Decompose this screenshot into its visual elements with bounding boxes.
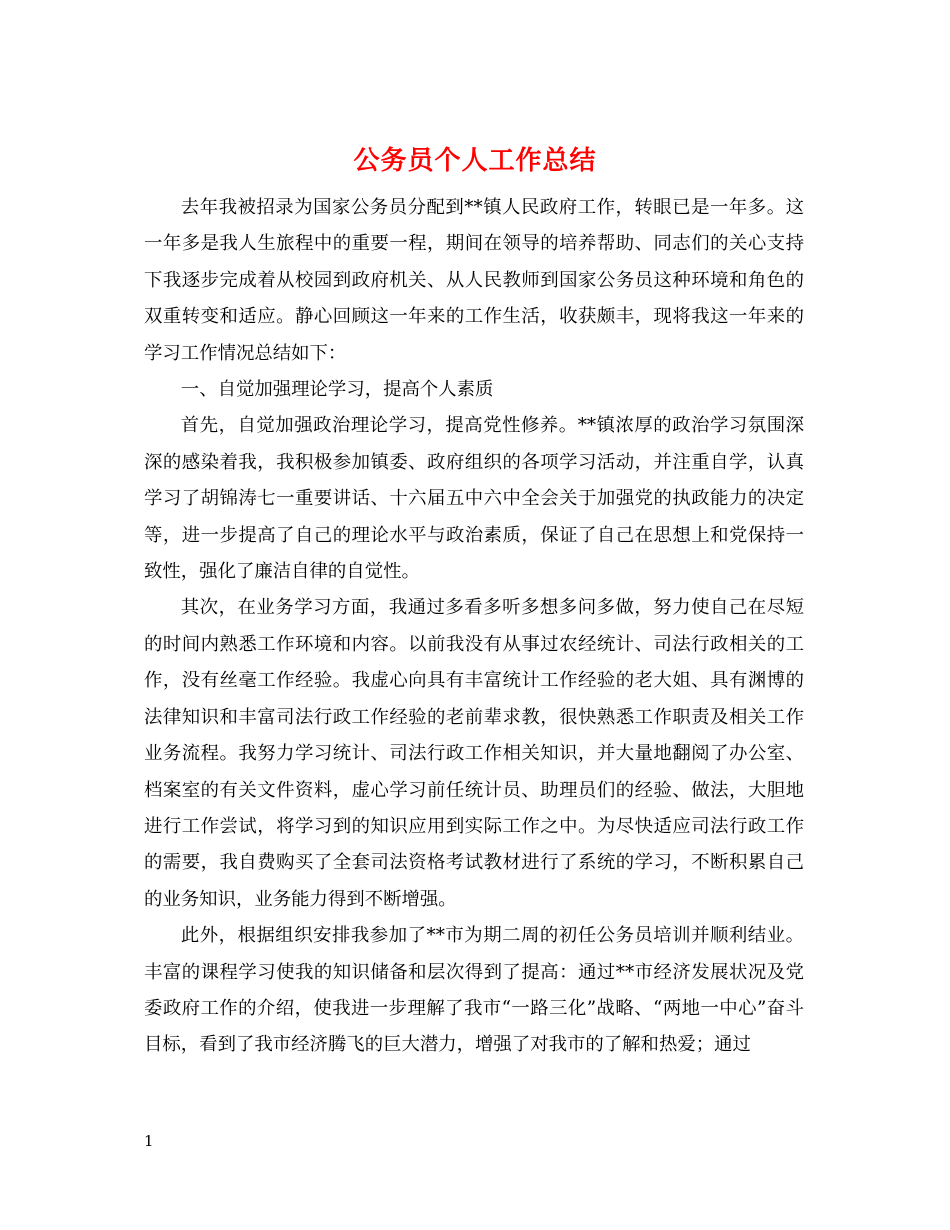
- document-body: [144, 190, 804, 1064]
- paragraph-political-study: 首先，自觉加强政治理论学习，提高党性修养。**镇浓厚的政治学习氛围深深的感染着我，我积极参加镇委、政府组织的各项学习活动，并注重自学，认真学习了胡锦涛七一重要讲话、十六届五中六中全会关于加强党的执政能力的决定等，进一步提高了自己的理论水平与政治素质，保证了自己在思想上和党保持一致性，强化了廉洁自律的自觉性。: [144, 415, 804, 583]
- paragraph-intro: 去年我被招录为国家公务员分配到**镇人民政府工作，转眼已是一年多。这一年多是我人生旅程中的重要一程，期间在领导的培养帮助、同志们的关心支持下我逐步完成着从校园到政府机关、从人民教师到国家公务员这种环境和角色的双重转变和适应。静心回顾这一年来的工作生活，收获颇丰，现将我这一年来的学习工作情况总结如下：: [144, 197, 804, 364]
- document-title: 公务员个人工作总结: [353, 146, 597, 176]
- section-heading-1: 一、自觉加强理论学习，提高个人素质: [180, 379, 494, 401]
- paragraph-training: 此外，根据组织安排我参加了**市为期二周的初任公务员培训并顺利结业。丰富的课程学习使我的知识储备和层次得到了提高：通过**市经济发展状况及党委政府工作的介绍，使我进一步理解了我市“一路三化”战略、“两地一中心”奋斗目标，看到了我市经济腾飞的巨大潜力，增强了对我市的了解和热爱；通过: [144, 925, 804, 1056]
- page-number: 1: [144, 1132, 154, 1150]
- paragraph-business-study: 其次，在业务学习方面，我通过多看多听多想多问多做，努力使自己在尽短的时间内熟悉工作环境和内容。以前我没有从事过农经统计、司法行政相关的工作，没有丝毫工作经验。我虚心向具有丰富统计工作经验的老大姐、具有渊博的法律知识和丰富司法行政工作经验的老前辈求教，很快熟悉工作职责及相关工作业务流程。我努力学习统计、司法行政工作相关知识，并大量地翻阅了办公室、档案室的有关文件资料，虚心学习前任统计员、助理员们的经验、做法，大胆地进行工作尝试，将学习到的知识应用到实际工作之中。为尽快适应司法行政工作的需要，我自费购买了全套司法资格考试教材进行了系统的学习，不断积累自己的业务知识，业务能力得到不断增强。: [144, 597, 804, 910]
